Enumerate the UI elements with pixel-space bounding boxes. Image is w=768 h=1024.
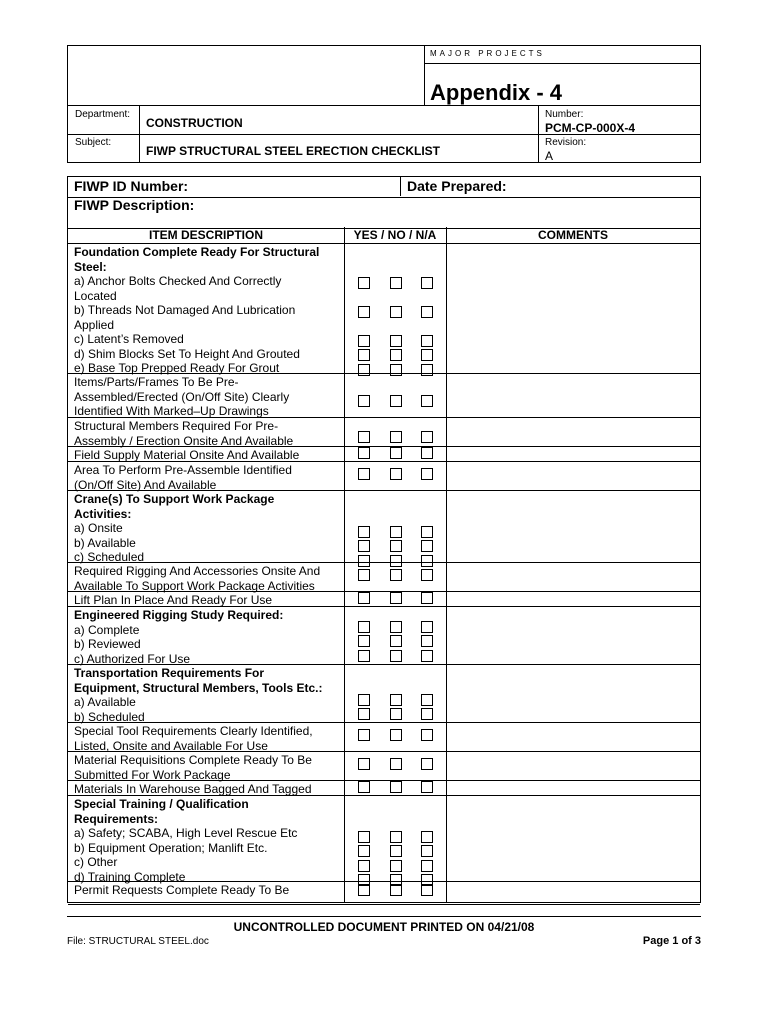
date-prepared-label: Date Prepared: <box>407 178 507 194</box>
item-description-line: Field Supply Material Onsite And Available <box>74 448 300 462</box>
na-checkbox[interactable] <box>421 468 433 480</box>
yes-checkbox[interactable] <box>358 431 370 443</box>
item-description-line: c) Other <box>74 855 118 869</box>
subject-label: Subject: <box>75 137 112 148</box>
checklist-row <box>68 780 700 796</box>
no-checkbox[interactable] <box>390 860 402 872</box>
no-checkbox[interactable] <box>390 526 402 538</box>
item-description-line: b) Threads Not Damaged And Lubrication <box>74 303 296 317</box>
item-description-line: Material Requisitions Complete Ready To Be <box>74 753 312 767</box>
item-description-line: Located <box>74 288 117 303</box>
item-description <box>74 666 344 724</box>
item-description-line: Items/Parts/Frames To Be Pre- <box>74 375 239 389</box>
item-description-line: b) Available <box>74 535 136 550</box>
item-description-line: Activities: <box>74 506 132 521</box>
no-checkbox[interactable] <box>390 621 402 633</box>
item-description-line: Assembled/Erected (On/Off Site) Clearly <box>74 389 290 404</box>
no-checkbox[interactable] <box>390 708 402 720</box>
item-description <box>74 564 344 593</box>
no-checkbox[interactable] <box>390 395 402 407</box>
no-checkbox[interactable] <box>390 540 402 552</box>
fiwp-description-row <box>68 197 700 229</box>
item-description-line: Crane(s) To Support Work Package <box>74 492 275 506</box>
major-projects-label: MAJOR PROJECTS <box>430 49 545 58</box>
item-description-line: Special Training / Qualification <box>74 797 249 811</box>
number-label: Number: <box>545 109 584 120</box>
fiwp-id-label: FIWP ID Number: <box>74 178 189 194</box>
checklist-row <box>68 881 700 905</box>
item-description <box>74 419 344 448</box>
na-checkbox[interactable] <box>421 569 433 581</box>
checklist-row <box>68 461 700 491</box>
item-description <box>74 245 344 376</box>
yes-checkbox[interactable] <box>358 635 370 647</box>
na-checkbox[interactable] <box>421 621 433 633</box>
item-description <box>74 797 344 884</box>
column-header-row <box>68 228 700 244</box>
item-description-line: e) Base Top Prepped Ready For Grout <box>74 361 280 375</box>
na-checkbox[interactable] <box>421 758 433 770</box>
yes-checkbox[interactable] <box>358 845 370 857</box>
na-checkbox[interactable] <box>421 781 433 793</box>
yes-checkbox[interactable] <box>358 468 370 480</box>
na-checkbox[interactable] <box>421 540 433 552</box>
item-description-line: Listed, Onsite and Available For Use <box>74 738 268 753</box>
no-checkbox[interactable] <box>390 635 402 647</box>
document-header <box>67 45 701 163</box>
item-description-line: Steel: <box>74 259 107 274</box>
appendix-title: Appendix - 4 <box>430 80 563 105</box>
item-description-line: c) Scheduled <box>74 550 145 564</box>
item-description-line: Permit Requests Complete Ready To Be <box>74 883 290 897</box>
item-description-line: a) Onsite <box>74 521 123 535</box>
checklist-row <box>68 795 700 882</box>
item-description <box>74 753 344 782</box>
na-checkbox[interactable] <box>421 650 433 662</box>
checklist-row <box>68 243 700 374</box>
yes-checkbox[interactable] <box>358 650 370 662</box>
department-label: Department: <box>75 109 131 120</box>
na-checkbox[interactable] <box>421 592 433 604</box>
item-description-line: Applied <box>74 317 115 332</box>
item-description-line: a) Anchor Bolts Checked And Correctly <box>74 274 282 288</box>
footer-divider <box>67 916 701 917</box>
item-description-line: d) Training Complete <box>74 869 186 884</box>
yes-checkbox[interactable] <box>358 708 370 720</box>
yes-checkbox[interactable] <box>358 729 370 741</box>
no-checkbox[interactable] <box>390 729 402 741</box>
item-description-line: a) Safety; SCABA, High Level Rescue Etc <box>74 826 298 840</box>
revision-label: Revision: <box>545 137 587 148</box>
item-description-line: Requirements: <box>74 811 159 826</box>
no-checkbox[interactable] <box>390 592 402 604</box>
yes-checkbox[interactable] <box>358 884 370 896</box>
checklist-row <box>68 417 700 447</box>
yes-checkbox[interactable] <box>358 781 370 793</box>
item-description-line: Required Rigging And Accessories Onsite And <box>74 564 321 578</box>
yes-checkbox[interactable] <box>358 277 370 289</box>
item-description-line: (On/Off Site) And Available <box>74 477 217 492</box>
item-description-line: b) Scheduled <box>74 709 145 724</box>
yes-checkbox[interactable] <box>358 694 370 706</box>
item-description-header: ITEM DESCRIPTION <box>148 228 263 242</box>
no-checkbox[interactable] <box>390 884 402 896</box>
yes-checkbox[interactable] <box>358 569 370 581</box>
item-description-line: a) Complete <box>74 622 140 637</box>
item-description-line: Transportation Requirements For <box>74 666 265 680</box>
no-checkbox[interactable] <box>390 468 402 480</box>
na-checkbox[interactable] <box>421 349 433 361</box>
yes-checkbox[interactable] <box>358 447 370 459</box>
checklist-row <box>68 664 700 723</box>
no-checkbox[interactable] <box>390 431 402 443</box>
item-description-line: Identified With Marked–Up Drawings <box>74 404 269 418</box>
item-description <box>74 608 344 666</box>
na-checkbox[interactable] <box>421 884 433 896</box>
item-description-line: d) Shim Blocks Set To Height And Grouted <box>74 346 300 361</box>
item-description-line: Lift Plan In Place And Ready For Use <box>74 593 273 607</box>
item-description-line: c) Latent’s Removed <box>74 332 184 346</box>
item-description <box>74 724 344 753</box>
item-description-line: Engineered Rigging Study Required: <box>74 608 284 622</box>
number-value: PCM-CP-000X-4 <box>545 121 636 135</box>
checklist-row <box>68 562 700 592</box>
no-checkbox[interactable] <box>390 694 402 706</box>
checklist-table <box>67 176 701 903</box>
item-description-line: c) Authorized For Use <box>74 651 191 666</box>
no-checkbox[interactable] <box>390 349 402 361</box>
item-description-line: Area To Perform Pre-Assemble Identified <box>74 463 292 477</box>
na-checkbox[interactable] <box>421 635 433 647</box>
item-description-line: Structural Members Required For Pre- <box>74 419 279 433</box>
yes-no-na-header: YES / NO / N/A <box>353 228 437 242</box>
item-description <box>74 375 344 419</box>
yes-checkbox[interactable] <box>358 758 370 770</box>
na-checkbox[interactable] <box>421 694 433 706</box>
revision-value: A <box>545 149 554 163</box>
item-description-line: Materials In Warehouse Bagged And Tagged <box>74 782 312 796</box>
no-checkbox[interactable] <box>390 845 402 857</box>
no-checkbox[interactable] <box>390 447 402 459</box>
item-description-line: b) Equipment Operation; Manlift Etc. <box>74 840 268 855</box>
checklist-row <box>68 606 700 665</box>
na-checkbox[interactable] <box>421 708 433 720</box>
no-checkbox[interactable] <box>390 335 402 347</box>
item-description-line: Submitted For Work Package <box>74 767 231 782</box>
item-description-line: Available To Support Work Package Activities <box>74 578 315 593</box>
no-checkbox[interactable] <box>390 650 402 662</box>
item-description-line: Foundation Complete Ready For Structural <box>74 245 320 259</box>
checklist-row <box>68 490 700 563</box>
comments-header: COMMENTS <box>538 228 608 242</box>
item-description-line: Assembly / Erection Onsite And Available <box>74 433 294 448</box>
yes-checkbox[interactable] <box>358 592 370 604</box>
fiwp-description-label: FIWP Description: <box>74 197 195 213</box>
na-checkbox[interactable] <box>421 431 433 443</box>
no-checkbox[interactable] <box>390 758 402 770</box>
no-checkbox[interactable] <box>390 277 402 289</box>
yes-checkbox[interactable] <box>358 526 370 538</box>
no-checkbox[interactable] <box>390 831 402 843</box>
subject-value: FIWP STRUCTURAL STEEL ERECTION CHECKLIST <box>146 144 441 158</box>
item-description-line: b) Reviewed <box>74 637 141 651</box>
checklist-row <box>68 722 700 752</box>
checklist-row <box>68 591 700 607</box>
yes-checkbox[interactable] <box>358 860 370 872</box>
na-checkbox[interactable] <box>421 277 433 289</box>
item-description-line: Special Tool Requirements Clearly Identified, <box>74 724 313 738</box>
no-checkbox[interactable] <box>390 569 402 581</box>
yes-checkbox[interactable] <box>358 335 370 347</box>
checklist-row <box>68 373 700 418</box>
file-name: File: STRUCTURAL STEEL.doc <box>67 936 209 947</box>
yes-checkbox[interactable] <box>358 395 370 407</box>
department-value: CONSTRUCTION <box>146 116 243 130</box>
page-number: Page 1 of 3 <box>642 935 701 947</box>
na-checkbox[interactable] <box>421 860 433 872</box>
na-checkbox[interactable] <box>421 395 433 407</box>
na-checkbox[interactable] <box>421 831 433 843</box>
no-checkbox[interactable] <box>390 306 402 318</box>
checklist-row <box>68 751 700 781</box>
uncontrolled-notice: UNCONTROLLED DOCUMENT PRINTED ON 04/21/08 <box>233 920 535 934</box>
item-description-line: a) Available <box>74 695 136 709</box>
yes-checkbox[interactable] <box>358 831 370 843</box>
na-checkbox[interactable] <box>421 335 433 347</box>
yes-checkbox[interactable] <box>358 540 370 552</box>
na-checkbox[interactable] <box>421 447 433 459</box>
yes-checkbox[interactable] <box>358 306 370 318</box>
na-checkbox[interactable] <box>421 845 433 857</box>
item-description-line: Equipment, Structural Members, Tools Etc.: <box>74 680 323 695</box>
na-checkbox[interactable] <box>421 729 433 741</box>
no-checkbox[interactable] <box>390 781 402 793</box>
yes-checkbox[interactable] <box>358 621 370 633</box>
yes-checkbox[interactable] <box>358 349 370 361</box>
fiwp-id-row <box>68 177 700 198</box>
item-description <box>74 883 344 898</box>
checklist-row <box>68 446 700 462</box>
na-checkbox[interactable] <box>421 526 433 538</box>
item-description <box>74 492 344 565</box>
item-description <box>74 463 344 492</box>
na-checkbox[interactable] <box>421 306 433 318</box>
